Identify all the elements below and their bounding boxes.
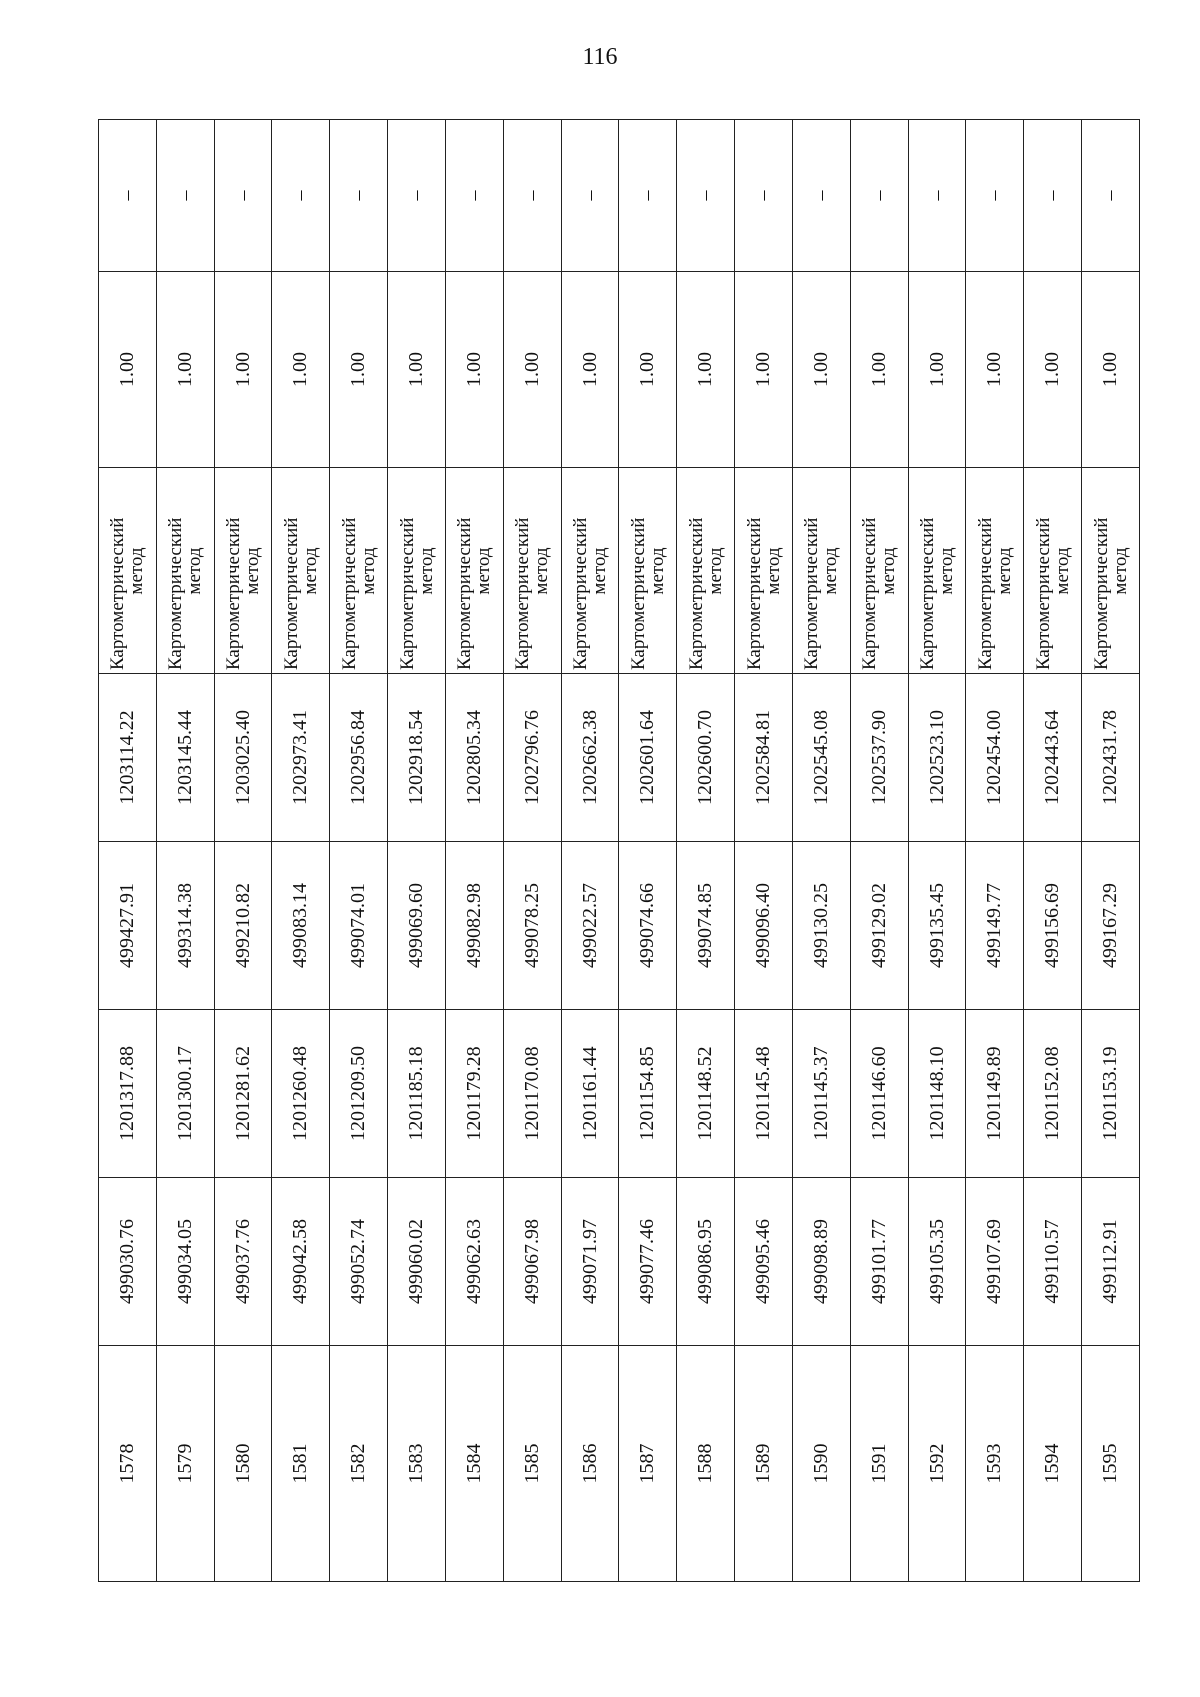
method-line-1: Картометрический xyxy=(974,517,996,670)
cell-y2: 1202918.54 xyxy=(388,674,446,842)
cell-method xyxy=(792,468,850,674)
cell-x1: 499101.77 xyxy=(850,1178,908,1346)
cell-point-id: 1585 xyxy=(503,1346,561,1582)
cell-x2: 499427.91 xyxy=(99,842,157,1010)
cell-point-id: 1581 xyxy=(272,1346,330,1582)
cell-y2: 1202805.34 xyxy=(445,674,503,842)
method-line-1: Картометрический xyxy=(280,517,302,670)
cell-y1: 1201148.52 xyxy=(677,1010,735,1178)
table-row xyxy=(908,120,966,1582)
cell-x2: 499129.02 xyxy=(850,842,908,1010)
cell-point-id: 1580 xyxy=(214,1346,272,1582)
cell-point-id: 1579 xyxy=(156,1346,214,1582)
cell-x2: 499074.85 xyxy=(677,842,735,1010)
coordinates-table xyxy=(98,119,1140,1582)
cell-y2: 1202600.70 xyxy=(677,674,735,842)
cell-y1: 1201154.85 xyxy=(619,1010,677,1178)
cell-accuracy: 1.00 xyxy=(1024,272,1082,468)
cell-method xyxy=(156,468,214,674)
method-line-2: метод xyxy=(936,547,957,595)
cell-accuracy: 1.00 xyxy=(908,272,966,468)
cell-y1: 1201300.17 xyxy=(156,1010,214,1178)
cell-note: – xyxy=(908,120,966,272)
cell-accuracy: 1.00 xyxy=(792,272,850,468)
cell-x1: 499112.91 xyxy=(1082,1178,1140,1346)
cell-y1: 1201153.19 xyxy=(1082,1010,1140,1178)
table-row xyxy=(792,120,850,1582)
method-line-2: метод xyxy=(762,547,784,595)
cell-method xyxy=(1024,468,1082,674)
method-line-1: Картометрический xyxy=(512,517,534,670)
cell-note: – xyxy=(1024,120,1082,272)
method-line-2: метод xyxy=(184,547,206,595)
page-number: 116 xyxy=(582,44,618,70)
cell-point-id: 1592 xyxy=(908,1346,966,1582)
cell-point-id: 1588 xyxy=(677,1346,735,1582)
cell-x2: 499135.45 xyxy=(908,842,966,1010)
cell-method xyxy=(561,468,619,674)
cell-y1: 1201179.28 xyxy=(445,1010,503,1178)
cell-accuracy: 1.00 xyxy=(561,272,619,468)
cell-y2: 1203145.44 xyxy=(156,674,214,842)
cell-note: – xyxy=(214,120,272,272)
cell-y2: 1202796.76 xyxy=(503,674,561,842)
cell-y2: 1202973.41 xyxy=(272,674,330,842)
method-line-2: метод xyxy=(299,547,321,595)
cell-method xyxy=(735,468,793,674)
method-line-1: Картометрический xyxy=(1090,517,1112,670)
table-row xyxy=(99,120,157,1582)
cell-accuracy: 1.00 xyxy=(619,272,677,468)
cell-y1: 1201281.62 xyxy=(214,1010,272,1178)
method-line-1: Картометрический xyxy=(917,517,938,670)
method-line-2: метод xyxy=(126,547,148,595)
cell-point-id: 1594 xyxy=(1024,1346,1082,1582)
cell-x2: 499130.25 xyxy=(792,842,850,1010)
cell-method xyxy=(388,468,446,674)
cell-accuracy: 1.00 xyxy=(1082,272,1140,468)
cell-method xyxy=(214,468,272,674)
cell-y2: 1203114.22 xyxy=(99,674,157,842)
cell-x2: 499156.69 xyxy=(1024,842,1082,1010)
table-row xyxy=(1082,120,1140,1582)
cell-method xyxy=(445,468,503,674)
cell-x2: 499069.60 xyxy=(388,842,446,1010)
cell-y2: 1202454.00 xyxy=(966,674,1024,842)
cell-point-id: 1590 xyxy=(792,1346,850,1582)
cell-x1: 499105.35 xyxy=(908,1178,966,1346)
method-line-1: Картометрический xyxy=(859,517,881,670)
cell-method xyxy=(966,468,1024,674)
table-row xyxy=(677,120,735,1582)
method-line-1: Картометрический xyxy=(107,517,129,670)
method-line-2: метод xyxy=(646,547,668,595)
cell-point-id: 1587 xyxy=(619,1346,677,1582)
cell-accuracy: 1.00 xyxy=(214,272,272,468)
method-line-2: метод xyxy=(993,547,1015,595)
cell-x1: 499060.02 xyxy=(388,1178,446,1346)
cell-y2: 1202956.84 xyxy=(330,674,388,842)
cell-x1: 499098.89 xyxy=(792,1178,850,1346)
cell-point-id: 1591 xyxy=(850,1346,908,1582)
cell-x2: 499078.25 xyxy=(503,842,561,1010)
method-line-1: Картометрический xyxy=(570,517,592,670)
cell-y1: 1201145.37 xyxy=(792,1010,850,1178)
cell-accuracy: 1.00 xyxy=(503,272,561,468)
cell-y2: 1202662.38 xyxy=(561,674,619,842)
table-row xyxy=(388,120,446,1582)
cell-y2: 1202537.90 xyxy=(850,674,908,842)
cell-note: – xyxy=(850,120,908,272)
cell-point-id: 1595 xyxy=(1082,1346,1140,1582)
method-line-1: Картометрический xyxy=(396,517,418,670)
cell-method xyxy=(272,468,330,674)
cell-point-id: 1586 xyxy=(561,1346,619,1582)
cell-note: – xyxy=(735,120,793,272)
cell-note: – xyxy=(156,120,214,272)
cell-accuracy: 1.00 xyxy=(99,272,157,468)
cell-note: – xyxy=(99,120,157,272)
cell-y2: 1203025.40 xyxy=(214,674,272,842)
cell-y1: 1201145.48 xyxy=(735,1010,793,1178)
cell-method xyxy=(330,468,388,674)
method-line-2: метод xyxy=(242,547,264,595)
cell-y1: 1201260.48 xyxy=(272,1010,330,1178)
cell-y2: 1202545.08 xyxy=(792,674,850,842)
method-line-2: метод xyxy=(820,547,842,595)
cell-x1: 499086.95 xyxy=(677,1178,735,1346)
cell-x2: 499074.01 xyxy=(330,842,388,1010)
method-line-2: метод xyxy=(704,547,726,595)
cell-x2: 499210.82 xyxy=(214,842,272,1010)
method-line-1: Картометрический xyxy=(627,517,649,670)
cell-x1: 499107.69 xyxy=(966,1178,1024,1346)
method-line-2: метод xyxy=(878,547,900,595)
cell-note: – xyxy=(619,120,677,272)
cell-note: – xyxy=(503,120,561,272)
method-line-2: метод xyxy=(1051,547,1073,595)
cell-method xyxy=(850,468,908,674)
cell-point-id: 1584 xyxy=(445,1346,503,1582)
method-line-1: Картометрический xyxy=(801,517,823,670)
method-line-1: Картометрический xyxy=(338,517,360,670)
method-line-1: Картометрический xyxy=(743,517,765,670)
cell-x1: 499095.46 xyxy=(735,1178,793,1346)
cell-y2: 1202584.81 xyxy=(735,674,793,842)
table-container xyxy=(98,120,1140,1582)
cell-point-id: 1589 xyxy=(735,1346,793,1582)
cell-method xyxy=(908,468,966,674)
cell-method xyxy=(503,468,561,674)
cell-x2: 499074.66 xyxy=(619,842,677,1010)
cell-y1: 1201161.44 xyxy=(561,1010,619,1178)
cell-x1: 499030.76 xyxy=(99,1178,157,1346)
cell-y2: 1202431.78 xyxy=(1082,674,1140,842)
table-row xyxy=(619,120,677,1582)
cell-point-id: 1593 xyxy=(966,1346,1024,1582)
cell-x2: 499022.57 xyxy=(561,842,619,1010)
cell-x2: 499083.14 xyxy=(272,842,330,1010)
cell-accuracy: 1.00 xyxy=(388,272,446,468)
cell-x1: 499034.05 xyxy=(156,1178,214,1346)
cell-point-id: 1583 xyxy=(388,1346,446,1582)
cell-point-id: 1582 xyxy=(330,1346,388,1582)
method-line-2: метод xyxy=(589,547,611,595)
cell-accuracy: 1.00 xyxy=(735,272,793,468)
cell-accuracy: 1.00 xyxy=(850,272,908,468)
method-line-1: Картометрический xyxy=(165,517,187,670)
cell-y1: 1201148.10 xyxy=(908,1010,966,1178)
method-line-2: метод xyxy=(1109,547,1131,595)
cell-note: – xyxy=(330,120,388,272)
cell-note: – xyxy=(1082,120,1140,272)
table-row xyxy=(214,120,272,1582)
cell-y1: 1201209.50 xyxy=(330,1010,388,1178)
cell-note: – xyxy=(388,120,446,272)
method-line-2: метод xyxy=(473,547,495,595)
cell-x1: 499110.57 xyxy=(1024,1178,1082,1346)
cell-method xyxy=(1082,468,1140,674)
method-line-1: Картометрический xyxy=(454,517,476,670)
cell-note: – xyxy=(272,120,330,272)
cell-y1: 1201152.08 xyxy=(1024,1010,1082,1178)
cell-x1: 499037.76 xyxy=(214,1178,272,1346)
table-row xyxy=(445,120,503,1582)
cell-x1: 499067.98 xyxy=(503,1178,561,1346)
cell-accuracy: 1.00 xyxy=(445,272,503,468)
table-row xyxy=(1024,120,1082,1582)
table-row xyxy=(735,120,793,1582)
table-row xyxy=(156,120,214,1582)
cell-method xyxy=(619,468,677,674)
cell-accuracy: 1.00 xyxy=(272,272,330,468)
cell-accuracy: 1.00 xyxy=(330,272,388,468)
cell-note: – xyxy=(792,120,850,272)
method-line-2: метод xyxy=(415,547,437,595)
cell-x1: 499062.63 xyxy=(445,1178,503,1346)
cell-x1: 499052.74 xyxy=(330,1178,388,1346)
table-row xyxy=(561,120,619,1582)
cell-accuracy: 1.00 xyxy=(677,272,735,468)
method-line-2: метод xyxy=(357,547,379,595)
cell-y1: 1201185.18 xyxy=(388,1010,446,1178)
method-line-1: Картометрический xyxy=(685,517,707,670)
cell-point-id: 1578 xyxy=(99,1346,157,1582)
cell-note: – xyxy=(445,120,503,272)
cell-accuracy: 1.00 xyxy=(966,272,1024,468)
cell-x1: 499042.58 xyxy=(272,1178,330,1346)
cell-y2: 1202523.10 xyxy=(908,674,966,842)
table-row xyxy=(850,120,908,1582)
cell-y1: 1201146.60 xyxy=(850,1010,908,1178)
table-row xyxy=(503,120,561,1582)
cell-x2: 499082.98 xyxy=(445,842,503,1010)
cell-x1: 499077.46 xyxy=(619,1178,677,1346)
cell-note: – xyxy=(966,120,1024,272)
cell-method xyxy=(677,468,735,674)
cell-note: – xyxy=(677,120,735,272)
cell-x1: 499071.97 xyxy=(561,1178,619,1346)
cell-y2: 1202601.64 xyxy=(619,674,677,842)
cell-x2: 499167.29 xyxy=(1082,842,1140,1010)
cell-y1: 1201170.08 xyxy=(503,1010,561,1178)
cell-method xyxy=(99,468,157,674)
table-row xyxy=(272,120,330,1582)
table-row xyxy=(330,120,388,1582)
method-line-2: метод xyxy=(531,547,553,595)
cell-x2: 499149.77 xyxy=(966,842,1024,1010)
cell-y2: 1202443.64 xyxy=(1024,674,1082,842)
cell-accuracy: 1.00 xyxy=(156,272,214,468)
cell-note: – xyxy=(561,120,619,272)
method-line-1: Картометрический xyxy=(1032,517,1054,670)
method-line-1: Картометрический xyxy=(223,517,245,670)
cell-y1: 1201317.88 xyxy=(99,1010,157,1178)
cell-x2: 499314.38 xyxy=(156,842,214,1010)
table-row xyxy=(966,120,1024,1582)
cell-x2: 499096.40 xyxy=(735,842,793,1010)
cell-y1: 1201149.89 xyxy=(966,1010,1024,1178)
